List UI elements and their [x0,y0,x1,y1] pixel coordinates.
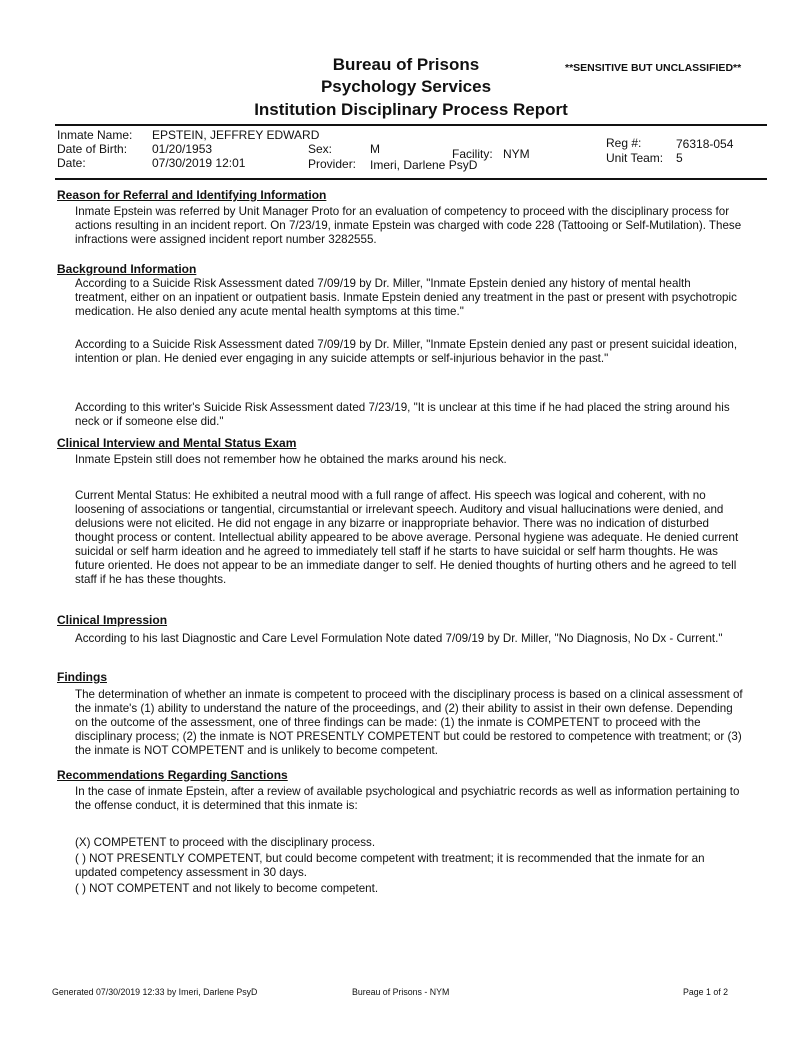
unit-team-label: Unit Team: [606,151,664,165]
findings-heading: Findings [57,670,107,684]
psychology-services-title: Psychology Services [320,77,492,96]
footer-page-number: Page 1 of 2 [683,987,728,997]
dob-label: Date of Birth: [57,142,128,156]
findings-paragraph: The determination of whether an inmate is competent to proceed with the disciplinary process is based on a clinical assessment of the inmate's (1) ability to understand the nature of the proceedings, and (2) their ability to assist in their own defense. Depending on the outcome of the assessment, one of three findings can be made: (1) the inmate is COMPETENT to proceed with the disciplinary process; (2) the inmate is NOT PRESENTLY COMPETENT but could be restored to competence with treatment; or (3) the inmate is NOT COMPETENT and is unlikely to become competent. [75,688,743,757]
facility-label: Facility: [452,147,493,161]
clinical-impression-heading: Clinical Impression [57,613,168,627]
header-rule-bottom [55,178,767,180]
provider-value: Imeri, Darlene PsyD [370,158,478,172]
report-title: Institution Disciplinary Process Report [254,100,568,119]
impression-paragraph: According to his last Diagnostic and Care Level Formulation Note dated 7/09/19 by Dr. Miller, "No Diagnosis, No Dx - Current." [75,632,723,645]
recommendations-paragraph: In the case of inmate Epstein, after a review of available psychological and psychiatric records as well as information pertaining to the offense conduct, it is determined that this inmate is: [75,785,740,812]
option-not-competent: ( ) NOT COMPETENT and not likely to become competent. [75,882,379,895]
sex-label: Sex: [308,142,333,156]
header-rule-top [55,124,767,126]
date-label: Date: [57,156,86,170]
option-not-presently-competent: ( ) NOT PRESENTLY COMPETENT, but could become competent with treatment; it is recommended that the inmate for an updated competency assessment in 30 days. [75,852,705,879]
recommendations-heading: Recommendations Regarding Sanctions [57,768,288,782]
referral-paragraph: Inmate Epstein was referred by Unit Manager Proto for an evaluation of competency to proceed with the disciplinary process for actions resulting in an incident report. On 7/23/19, inmate Epstein was charged with code 228 (Tattooing or Self-Mutilation). These infractions were assigned incident report number 3282555. [75,205,742,246]
bureau-title: Bureau of Prisons [332,55,480,74]
option-competent: (X) COMPETENT to proceed with the disciplinary process. [75,836,376,849]
background-heading: Background Information [57,262,197,276]
dob-value: 01/20/1953 [152,142,213,156]
clinical-interview-heading: Clinical Interview and Mental Status Exam [57,436,297,450]
reg-label: Reg #: [606,136,642,150]
clinical-paragraph-1: Inmate Epstein still does not remember how he obtained the marks around his neck. [75,453,507,466]
inmate-name-value: EPSTEIN, JEFFREY EDWARD [152,128,320,142]
reg-value: 76318-054 [676,137,734,151]
footer-agency: Bureau of Prisons - NYM [352,987,450,997]
clinical-paragraph-2: Current Mental Status: He exhibited a neutral mood with a full range of affect. His speech was logical and coherent, with no loosening of associations or tangential, circumstantial or irrelevant speech. Auditory and visual hallucinations were denied, and delusions were not elicited. He did not engage in any bizarre or inappropriate behavior. There was no indication of disturbed thought process or content. Intellectual ability appeared to be above average. Personal hygiene was adequate. He denied current suicidal or self harm ideation and he agreed to immediately tell staff if he starts to have suicidal or self harm thoughts. He was future oriented. He does not appear to be an immediate danger to self. He denied thoughts of hurting others and he agreed to tell staff if he has these thoughts. [75,489,739,586]
inmate-name-label: Inmate Name: [57,128,133,142]
sex-value: M [370,142,380,156]
background-paragraph-3: According to this writer's Suicide Risk Assessment dated 7/23/19, "It is unclear at this time if he had placed the string around his neck or if someone else did." [75,401,730,428]
classification-label: **SENSITIVE BUT UNCLASSIFIED** [565,62,742,74]
referral-heading: Reason for Referral and Identifying Information [57,188,327,202]
facility-value: NYM [503,147,530,161]
background-paragraph-2: According to a Suicide Risk Assessment dated 7/09/19 by Dr. Miller, "Inmate Epstein denied any past or present suicidal ideation, intention or plan. He denied ever engaging in any suicide attempts or self-injurious behavior in the past." [75,338,738,365]
unit-team-value: 5 [676,151,683,165]
background-paragraph-1: According to a Suicide Risk Assessment dated 7/09/19 by Dr. Miller, "Inmate Epstein denied any history of mental health treatment, either on an inpatient or outpatient basis. Inmate Epstein denied any treatment in the past or present with psychotropic medication. He also denied any acute mental health symptoms at this time." [75,277,737,318]
date-value: 07/30/2019 12:01 [152,156,246,170]
provider-label: Provider: [308,157,357,171]
footer-generated: Generated 07/30/2019 12:33 by Imeri, Darlene PsyD [52,987,258,997]
